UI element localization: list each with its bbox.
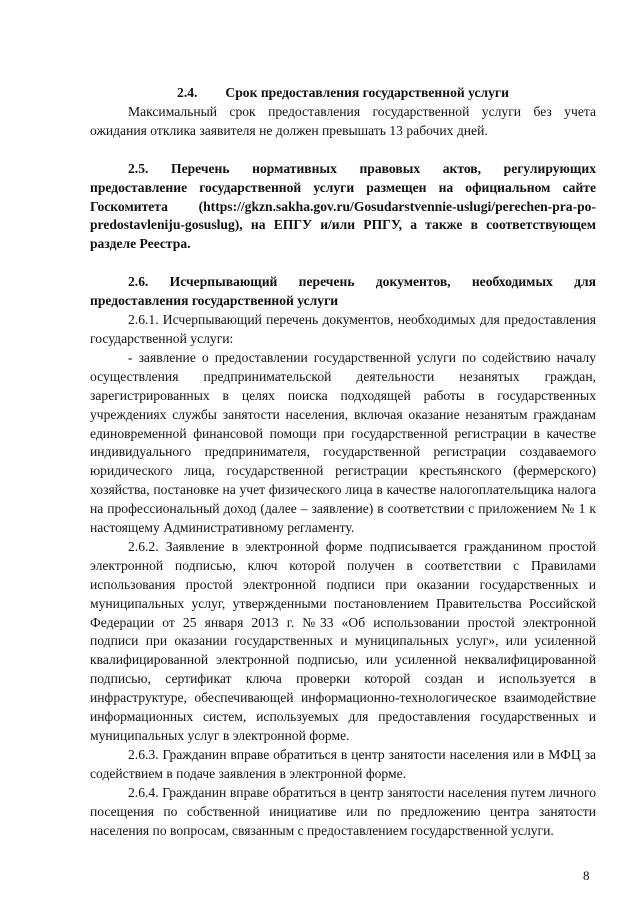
section-2-6-heading: 2.6. Исчерпывающий перечень документов, необходимых для предоставления государственной услуги [90,274,596,309]
paragraph-2-6-4: 2.6.4. Гражданин вправе обратиться в центр занятости населения путем личного посещения по собственной инициативе или по предложению центра занятости населения по вопросам, связанным с предоставлением государственной услуги. [90,784,596,838]
section-2-5-text: 2.5. Перечень нормативных правовых актов, регулирующих предоставление государственной услуги размещен на официальном сайте Госкомитета (https://gkzn.sakha.gov.ru/Gosudarstvennie-uslugi/perechen-pra-po-predostavleniju-gosuslug), на ЕПГУ и/или РПГУ, а также в соответствующем разделе Реестра. [90,160,596,252]
section-2-4-heading [90,84,596,103]
section-2-4-title: Срок предоставления государственной услуги [225,85,509,100]
document-page [90,84,596,840]
page-number: 8 [583,868,590,883]
section-2-4-number: 2.4. [177,85,198,100]
section-2-4-text: Максимальный срок предоставления государственной услуги без учета ожидания отклика заявителя не должен превышать 13 рабочих дней. [90,103,596,138]
paragraph-2-6-1: 2.6.1. Исчерпывающий перечень документов, необходимых для предоставления государственной услуги: [90,312,596,346]
spacer [90,254,596,273]
spacer [90,141,596,160]
paragraph-list-item: - заявление о предоставлении государственной услуги по содействию началу осуществления предпринимательской деятельности незанятых граждан, зарегистрированных в целях поиска подходящей работы в государственных учреждениях службы занятости населения, включая оказание незанятым гражданам единовременной финансовой помощи при государственной регистрации в качестве индивидуального предпринимателя, государственной регистрации создаваемого юридического лица, государственной регистрации крестьянского (фермерского) хозяйства, постановке на учет физического лица в качестве налогоплательщика налога на профессиональный доход (далее – заявление) в соответствии с приложением № 1 к настоящему Административному регламенту. [90,349,596,536]
paragraph-2-6-2: 2.6.2. Заявление в электронной форме подписывается гражданином простой электронной подписью, ключ которой получен в соответствии с Правилами использования простой электронной подписи при оказании государственных и муниципальных услуг, утвержденными постановлением Правительства Российской Федерации от 25 января 2013 г. №33 «Об использовании простой электронной подписи при оказании государственных и муниципальных услуг», или усиленной квалифицированной электронной подписью, или усиленной неквалифицированной подписью, сертификат ключа проверки которой создан и используется в инфраструктуре, обеспечивающей информационно-технологическое взаимодействие информационных систем, используемых для предоставления государственных и муниципальных услуг в электронной форме. [90,538,596,743]
paragraph-2-6-3: 2.6.3. Гражданин вправе обратиться в центр занятости населения или в МФЦ за содействием в подаче заявления в электронной форме. [90,746,596,781]
